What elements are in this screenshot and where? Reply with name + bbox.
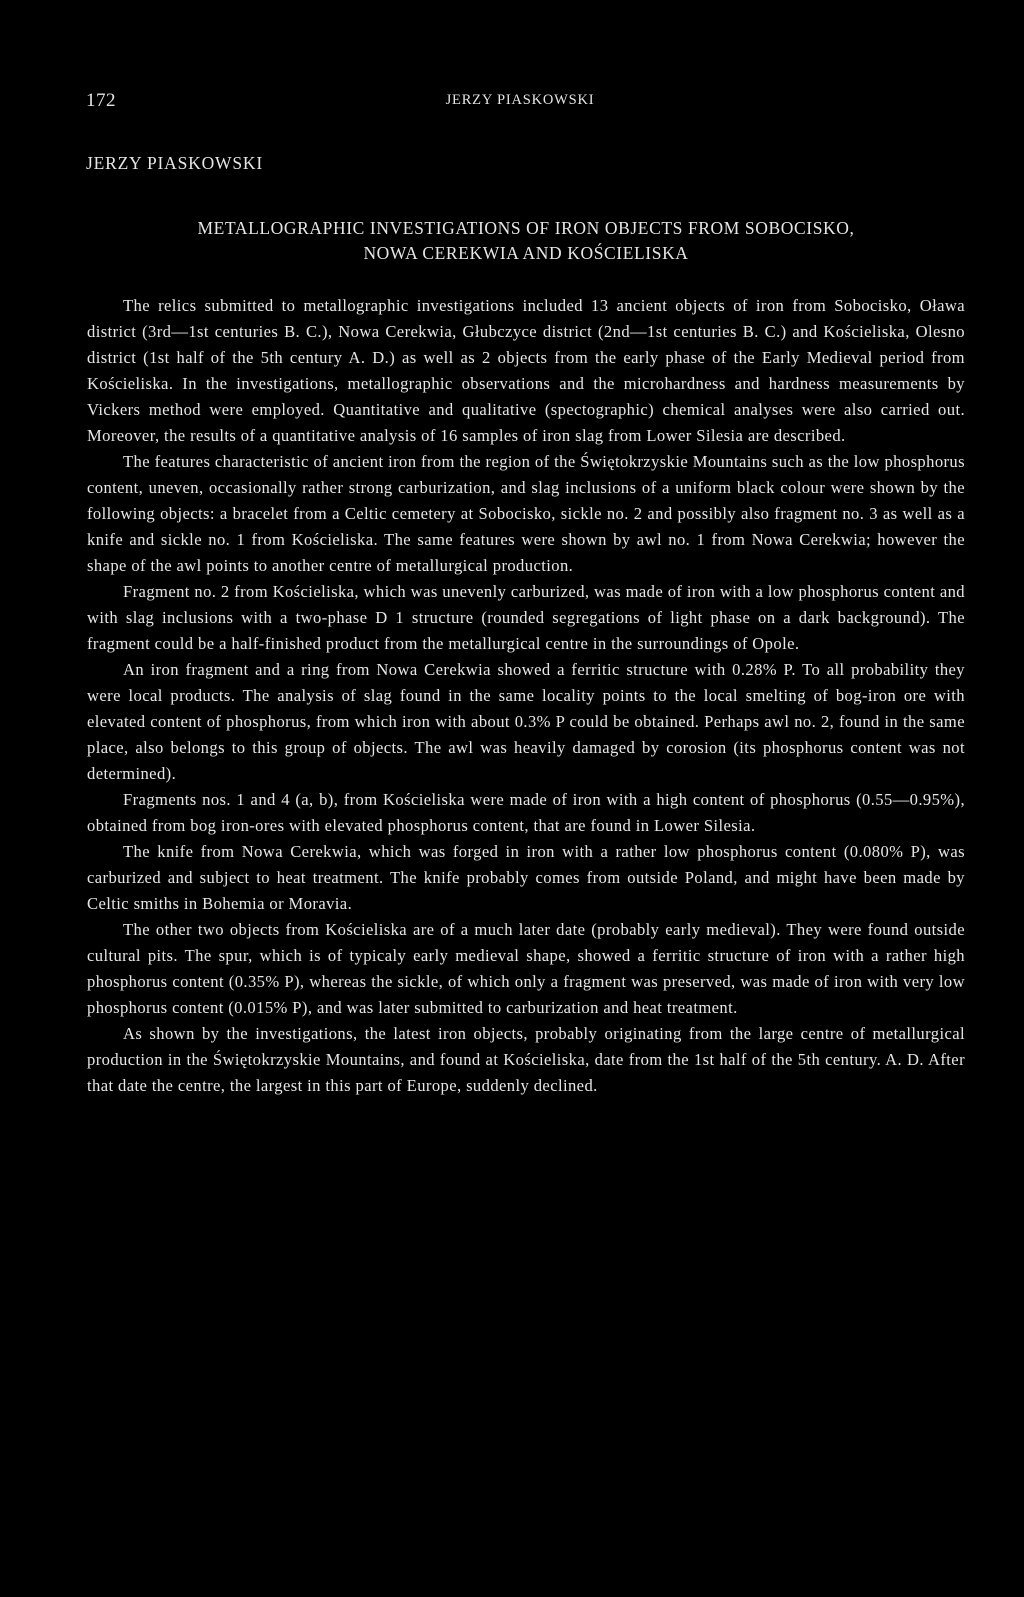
article-title-line-1: METALLOGRAPHIC INVESTIGATIONS OF IRON OBJECTS FROM SOBOCISKO, (197, 218, 855, 238)
paragraph-2: The features characteristic of ancient iron from the region of the Świętokrzyskie Mountains such as the low phosphorus content, uneven, occasionally rather strong carburization, and slag inclusions of a uniform black colour were shown by the following objects: a bracelet from a Celtic cemetery at Sobocisko, sickle no. 2 and possibly also fragment no. 3 as well as a knife and sickle no. 1 from Kościeliska. The same features were shown by awl no. 1 from Nowa Cerekwia; however the shape of the awl points to another centre of metallurgical production. (87, 452, 965, 575)
article-body (87, 293, 965, 1099)
paragraph-7: The other two objects from Kościeliska are of a much later date (probably early medieval). They were found outside cultural pits. The spur, which is of typicaly early medieval shape, showed a ferritic structure of iron with a rather high phosphorus content (0.35% P), whereas the sickle, of which only a fragment was preserved, was made of iron with very low phosphorus content (0.015% P), and was later submitted to carburization and heat treatment. (87, 920, 965, 1017)
author-name: JERZY PIASKOWSKI (86, 153, 263, 173)
running-head (86, 90, 954, 116)
paragraph-3: Fragment no. 2 from Kościeliska, which was unevenly carburized, was made of iron with a low phosphorus content and with slag inclusions with a two-phase D 1 structure (rounded segregations of light phase on a dark background). The fragment could be a half-finished product from the metallurgical centre in the surroundings of Opole. (87, 582, 965, 653)
article-title (86, 216, 966, 266)
paragraph-1: The relics submitted to metallographic investigations included 13 ancient objects of iron from Sobocisko, Oława district (3rd—1st centuries B. C.), Nowa Cerekwia, Głubczyce district (2nd—1st centuries B. C.) and Kościeliska, Olesno district (1st half of the 5th century A. D.) as well as 2 objects from the early phase of the Early Medieval period from Kościeliska. In the investigations, metallographic observations and the microhardness and hardness measurements by Vickers method were employed. Quantitative and qualitative (spectographic) chemical analyses were also carried out. Moreover, the results of a quantitative analysis of 16 samples of iron slag from Lower Silesia are described. (87, 296, 965, 445)
page-number: 172 (86, 90, 116, 111)
paragraph-6: The knife from Nowa Cerekwia, which was forged in iron with a rather low phosphorus content (0.080% P), was carburized and subject to heat treatment. The knife probably comes from outside Poland, and might have been made by Celtic smiths in Bohemia or Moravia. (87, 842, 965, 913)
paragraph-4: An iron fragment and a ring from Nowa Cerekwia showed a ferritic structure with 0.28% P. To all probability they were local products. The analysis of slag found in the same locality points to the local smelting of bog-iron ore with elevated content of phosphorus, from which iron with about 0.3% P could be obtained. Perhaps awl no. 2, found in the same place, also belongs to this group of objects. The awl was heavily damaged by corosion (its phosphorus content was not determined). (87, 660, 965, 783)
article-title-line-2: NOWA CEREKWIA AND KOŚCIELISKA (363, 243, 689, 263)
paragraph-5: Fragments nos. 1 and 4 (a, b), from Kościeliska were made of iron with a high content of phosphorus (0.55—0.95%), obtained from bog iron-ores with elevated phosphorus content, that are found in Lower Silesia. (87, 790, 965, 835)
paragraph-8: As shown by the investigations, the latest iron objects, probably originating from the large centre of metallurgical production in the Świętokrzyskie Mountains, and found at Kościeliska, date from the 1st half of the 5th century. A. D. After that date the centre, the largest in this part of Europe, suddenly declined. (87, 1024, 965, 1095)
running-title: JERZY PIASKOWSKI (445, 92, 595, 108)
